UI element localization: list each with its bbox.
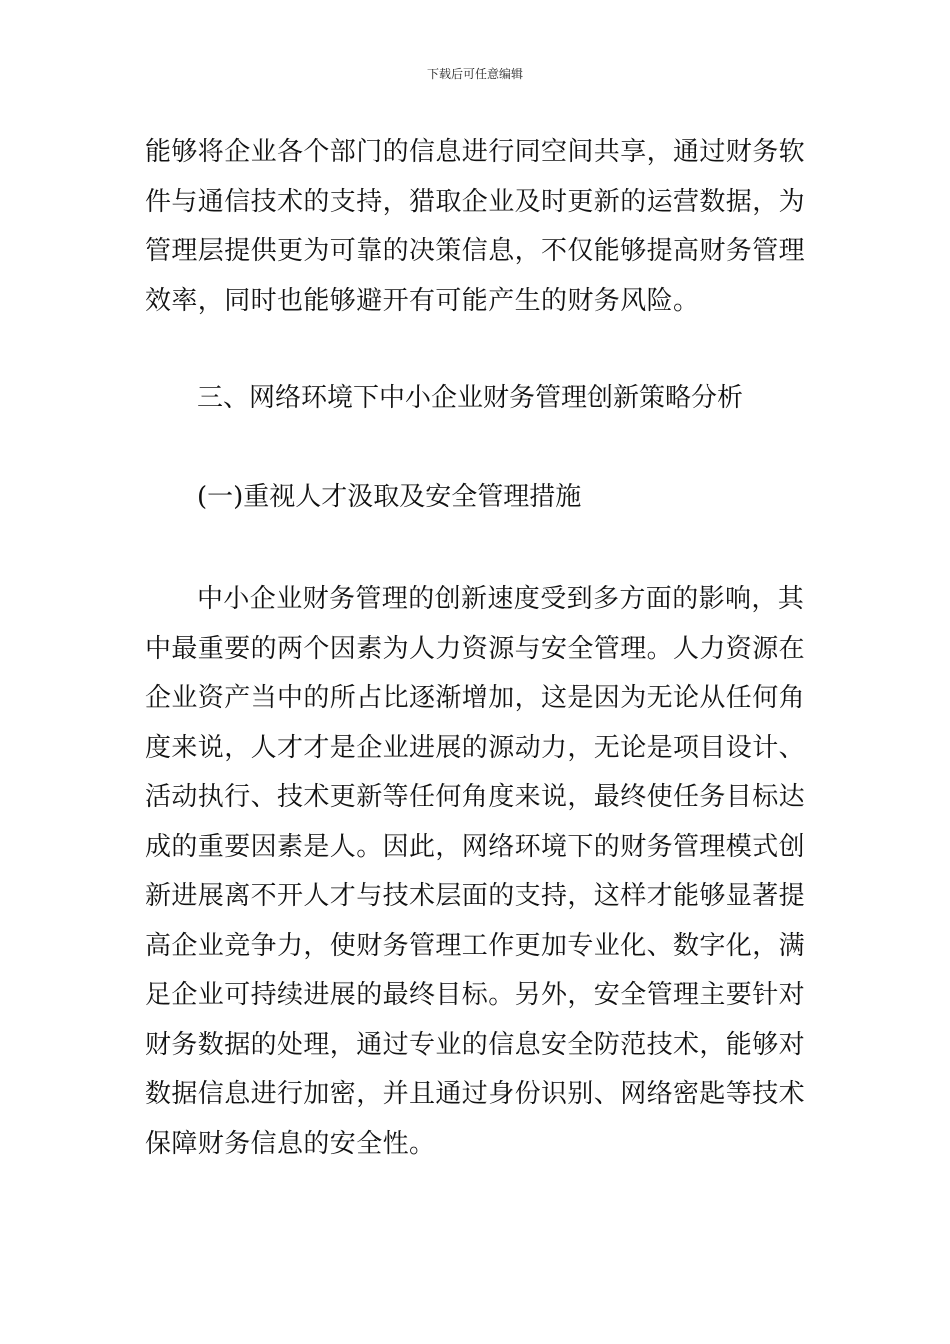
paragraph-body: 中小企业财务管理的创新速度受到多方面的影响，其中最重要的两个因素为人力资源与安全管理。人力资源在企业资产当中的所占比逐渐增加，这是因为无论从任何角度来说，人才才是企业进展的源动力，无论是项目设计、活动执行、技术更新等任何角度来说，最终使任务目标达成的重要因素是人。因此，网络环境下的财务管理模式创新进展离不开人才与技术层面的支持，这样才能够显著提高企业竞争力，使财务管理工作更加专业化、数字化，满足企业可持续进展的最终目标。另外，安全管理主要针对财务数据的处理，通过专业的信息安全防范技术，能够对数据信息进行加密，并且通过身份识别、网络密匙等技术保障财务信息的安全性。 — [145, 584, 806, 1159]
paragraph-continued: 能够将企业各个部门的信息进行同空间共享，通过财务软件与通信技术的支持，猎取企业及时更新的运营数据，为管理层提供更为可靠的决策信息，不仅能够提高财务管理效率，同时也能够避开有可能产生的财务风险。 — [145, 137, 806, 316]
page-header: 下载后可任意编辑 — [426, 67, 523, 81]
subsection-heading: (一)重视人才汲取及安全管理措施 — [197, 482, 582, 512]
section-heading: 三、网络环境下中小企业财务管理创新策略分析 — [197, 383, 744, 413]
